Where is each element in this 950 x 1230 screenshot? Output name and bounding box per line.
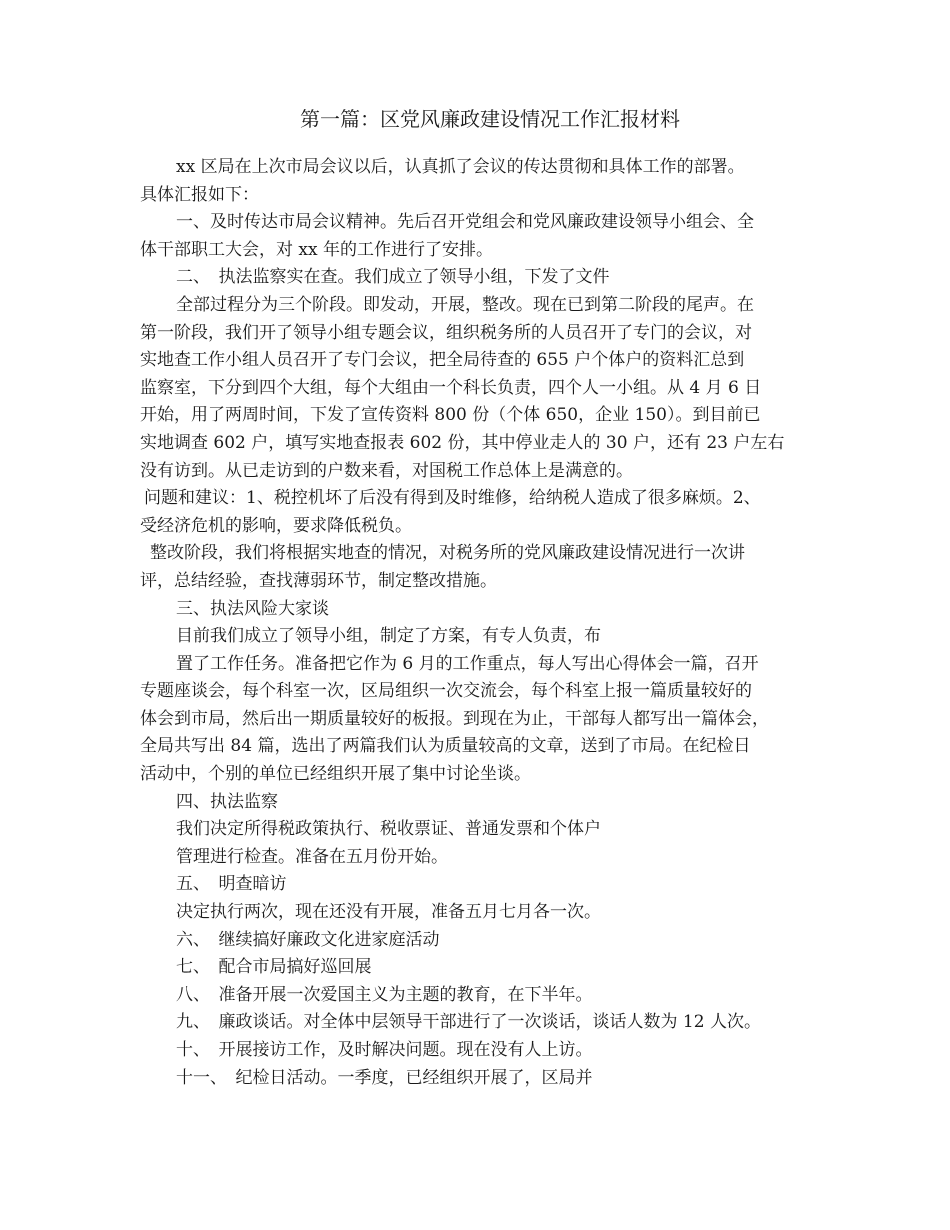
paragraph-line: 问题和建议：1、税控机坏了后没有得到及时维修，给纳税人造成了很多麻烦。2、 bbox=[144, 488, 761, 509]
paragraph-line: 二、 执法监察实在查。我们成立了领导小组，下发了文件 bbox=[176, 267, 610, 288]
section-heading: 三、执法风险大家谈 bbox=[176, 598, 329, 619]
paragraph-line: 体会到市局，然后出一期质量较好的板报。到现在为止，干部每人都写出一篇体会， bbox=[140, 708, 769, 729]
paragraph-line: 我们决定所得税政策执行、税收票证、普通发票和个体户 bbox=[176, 819, 601, 840]
section-heading: 九、 廉政谈话。对全体中层领导干部进行了一次谈话，谈话人数为 12 人次。 bbox=[176, 1012, 761, 1033]
paragraph-line: 评，总结经验，查找薄弱环节，制定整改措施。 bbox=[140, 570, 497, 591]
paragraph-line: 全部过程分为三个阶段。即发动，开展，整改。现在已到第二阶段的尾声。在 bbox=[176, 294, 754, 315]
section-heading: 八、 准备开展一次爱国主义为主题的教育，在下半年。 bbox=[176, 984, 593, 1005]
paragraph-line: 没有访到。从已走访到的户数来看，对国税工作总体上是满意的。 bbox=[140, 460, 633, 481]
paragraph-line: 受经济危机的影响，要求降低税负。 bbox=[140, 515, 412, 536]
section-heading: 七、 配合市局搞好巡回展 bbox=[176, 957, 372, 978]
section-heading: 六、 继续搞好廉政文化进家庭活动 bbox=[176, 929, 440, 950]
paragraph-line: xx 区局在上次市局会议以后，认真抓了会议的传达贯彻和具体工作的部署。 bbox=[176, 157, 745, 177]
section-heading: 五、 明查暗访 bbox=[176, 874, 287, 895]
paragraph-line: 实地查工作小组人员召开了专门会议，把全局待查的 655 户个体户的资料汇总到 bbox=[140, 350, 745, 371]
paragraph-line: 整改阶段，我们将根据实地查的情况，对税务所的党风廉政建设情况进行一次讲 bbox=[150, 543, 745, 564]
paragraph-line: 体干部职工大会，对 xx 年的工作进行了安排。 bbox=[140, 239, 493, 260]
paragraph-line: 一、及时传达市局会议精神。先后召开党组会和党风廉政建设领导小组会、全 bbox=[176, 212, 754, 233]
paragraph-line: 全局共写出 84 篇，选出了两篇我们认为质量较高的文章，送到了市局。在纪检日 bbox=[140, 736, 751, 757]
paragraph-line: 第一阶段，我们开了领导小组专题会议，组织税务所的人员召开了专门的会议，对 bbox=[140, 322, 752, 343]
paragraph-line: 活动中，个别的单位已经组织开展了集中讨论坐谈。 bbox=[140, 764, 531, 785]
paragraph-line: 管理进行检查。准备在五月份开始。 bbox=[176, 846, 448, 867]
paragraph-line: 实地调查 602 户，填写实地查报表 602 份，其中停业走人的 30 户，还有 23 户左右 bbox=[140, 432, 785, 453]
section-heading: 十一、 纪检日活动。一季度，已经组织开展了，区局并 bbox=[176, 1067, 593, 1088]
paragraph-line: 监察室，下分到四个大组，每个大组由一个科长负责，四个人一小组。从 4 月 6 日 bbox=[140, 377, 762, 398]
paragraph-line: 专题座谈会，每个科室一次，区局组织一次交流会，每个科室上报一篇质量较好的 bbox=[140, 681, 752, 702]
paragraph-line: 置了工作任务。准备把它作为 6 月的工作重点，每人写出心得体会一篇，召开 bbox=[176, 653, 759, 674]
section-heading: 四、执法监察 bbox=[176, 791, 278, 812]
paragraph-line: 决定执行两次，现在还没有开展，准备五月七月各一次。 bbox=[176, 902, 601, 923]
paragraph-line: 目前我们成立了领导小组，制定了方案，有专人负责，布 bbox=[176, 626, 601, 647]
document-title: 第一篇：区党风廉政建设情况工作汇报材料 bbox=[300, 107, 680, 131]
section-heading: 十、 开展接访工作，及时解决问题。现在没有人上访。 bbox=[176, 1040, 593, 1060]
paragraph-line: 开始，用了两周时间，下发了宣传资料 800 份（个体 650，企业 150）。到目前已 bbox=[140, 405, 761, 426]
paragraph-line: 具体汇报如下： bbox=[140, 184, 259, 205]
